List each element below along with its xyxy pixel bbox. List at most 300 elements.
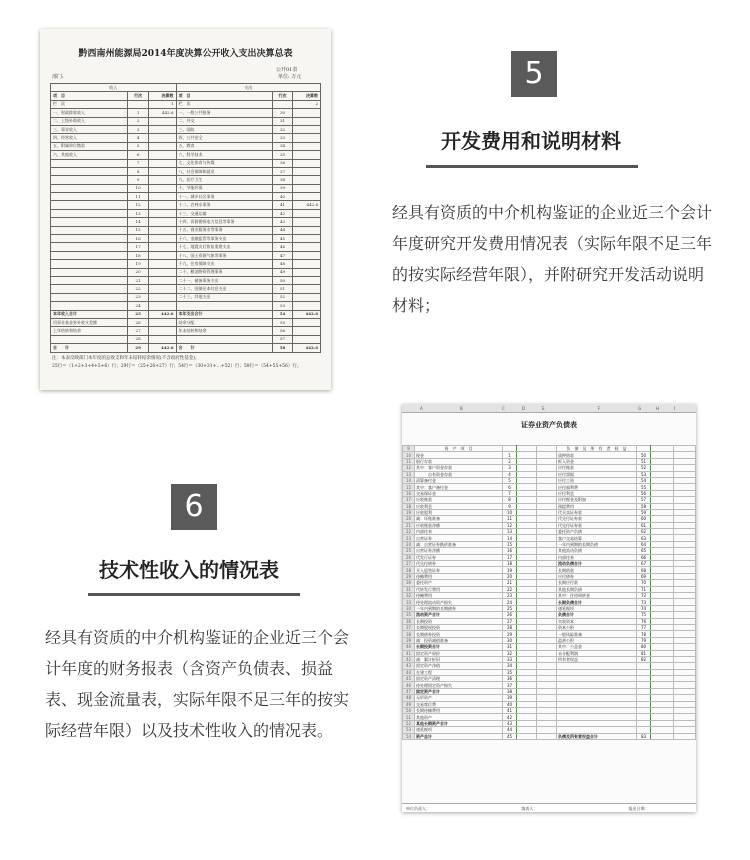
table-cell: 71 [637, 586, 651, 592]
table-cell: 26 [503, 612, 517, 618]
doc2-table [402, 445, 696, 740]
table-cell: 25 [503, 605, 517, 611]
section-6-divider [88, 593, 300, 596]
table-cell: 14 [128, 218, 149, 226]
table-cell: 35 [503, 669, 517, 675]
table-cell: 13 [503, 529, 517, 535]
table-cell: 十九、住房保障支出 [176, 260, 272, 268]
table-cell: 2 [503, 458, 517, 464]
table-cell: 24 [503, 599, 517, 605]
table-cell: 应付利息 [557, 490, 637, 496]
table-cell: 其他长期负债 [557, 586, 637, 592]
table-cell: 十四、资源勘探电力信息等事务 [176, 218, 272, 226]
table-cell: 负债及所有者权益合计 [557, 733, 637, 739]
table-cell: 十五、商业服务业等事务 [176, 226, 272, 234]
table-cell: 24 [128, 302, 149, 310]
row-number: 9 [403, 446, 415, 452]
row-number: 27 [403, 561, 415, 567]
table-cell: 68 [637, 567, 651, 573]
table-cell [293, 285, 321, 293]
row-number: 31 [403, 586, 415, 592]
table-cell: 42 [503, 714, 517, 720]
table-cell [293, 276, 321, 284]
table-cell: 39 [272, 184, 293, 192]
table-cell: 固定资产合计 [415, 688, 503, 694]
table-cell: 51 [637, 458, 651, 464]
table-cell: 48 [272, 260, 293, 268]
table-cell [51, 243, 128, 251]
table-cell: 交易席位费 [415, 701, 503, 707]
table-cell: 合 计 [176, 344, 272, 352]
table-cell [293, 125, 321, 133]
table-cell: 合 计 [51, 344, 128, 352]
table-cell [51, 193, 128, 201]
table-cell [51, 184, 128, 192]
table-cell [51, 218, 128, 226]
table-cell: 40 [503, 701, 517, 707]
table-cell [293, 159, 321, 167]
table-cell: 58 [637, 503, 651, 509]
table-cell: 结余分配 [176, 318, 272, 326]
table-cell [148, 276, 176, 284]
table-cell: 81 [637, 650, 651, 656]
table-cell: 项 目 [176, 92, 272, 100]
table-cell: 预提费用 [557, 503, 637, 509]
column-letter: I [674, 406, 676, 411]
table-cell [673, 733, 696, 739]
table-cell: 55 [637, 484, 651, 490]
table-cell: 九、医疗卫生 [176, 176, 272, 184]
table-cell: 固定资产净值 [415, 663, 503, 669]
table-cell: 75 [637, 612, 651, 618]
table-cell: 45 [272, 235, 293, 243]
table-cell: 4 [128, 134, 149, 142]
table-cell: 31 [272, 117, 293, 125]
section-6-title: 技术性收入的情况表 [99, 558, 279, 582]
table-cell: 33 [272, 134, 293, 142]
table-cell: 30 [272, 109, 293, 117]
table-cell: 清算备付金 [415, 477, 503, 483]
table-cell: 二、上级补助收入 [51, 117, 128, 125]
table-cell: 30 [503, 637, 517, 643]
table-cell: 50 [272, 276, 293, 284]
table-cell: 应收股利 [415, 509, 503, 515]
table-cell: 1 [503, 452, 517, 458]
row-number: 28 [403, 567, 415, 573]
row-number: 19 [403, 509, 415, 515]
table-cell: 72 [637, 592, 651, 598]
table-cell: 27 [128, 327, 149, 335]
table-cell: 13 [128, 209, 149, 217]
table-cell: 41 [503, 708, 517, 714]
table-cell: 43 [272, 218, 293, 226]
table-cell: 流动资产合计 [415, 612, 503, 618]
table-row [51, 335, 321, 343]
table-cell [148, 209, 176, 217]
row-number: 35 [403, 612, 415, 618]
table-cell: 62 [637, 529, 651, 535]
table-cell [51, 260, 128, 268]
doc1-table [50, 83, 321, 353]
table-row [51, 100, 321, 108]
section-5-number-badge: 5 [511, 51, 557, 97]
table-cell: 29 [503, 631, 517, 637]
row-number: 20 [403, 516, 415, 522]
table-cell: 决算数 [148, 92, 176, 100]
column-letter: B [460, 406, 463, 411]
table-cell [148, 318, 176, 326]
table-cell: 内部往来 [415, 529, 503, 535]
table-cell [51, 235, 128, 243]
doc1-unit-label: 单位: 万元 [278, 74, 302, 80]
table-cell: 38 [272, 176, 293, 184]
table-cell: 长期待摊费用 [415, 708, 503, 714]
table-cell: 38 [503, 688, 517, 694]
table-cell: 一年内到期的长期债券 [415, 605, 503, 611]
table-cell: 20 [503, 573, 517, 579]
table-cell: 交易保证金 [415, 490, 503, 496]
table-cell: 17 [128, 243, 149, 251]
table-cell: 一般风险准备 [557, 631, 637, 637]
table-cell: 无形资产 [415, 695, 503, 701]
table-row [51, 176, 321, 184]
table-cell: 22 [503, 586, 517, 592]
row-number: 21 [403, 522, 415, 528]
table-cell: 八、社会保障和就业 [176, 167, 272, 175]
table-cell: 51 [272, 285, 293, 293]
table-cell: 34 [272, 142, 293, 150]
table-cell: 47 [272, 251, 293, 259]
table-cell: 一年内到期的长期负债 [557, 541, 637, 547]
table-cell: 项 目 [51, 92, 128, 100]
table-cell: 19 [128, 260, 149, 268]
table-cell: 自营证券 [415, 535, 503, 541]
table-cell: 56 [637, 490, 651, 496]
table-cell: 十七、地震灾后恢复重建支出 [176, 243, 272, 251]
table-cell: 一、财政拨款收入 [51, 109, 128, 117]
table-cell: 3 [503, 465, 517, 471]
table-cell: 442.6 [148, 109, 176, 117]
table-cell [148, 184, 176, 192]
table-cell [293, 268, 321, 276]
table-cell [293, 167, 321, 175]
table-cell: 四、经营收入 [51, 134, 128, 142]
table-cell [293, 327, 321, 335]
table-cell: 57 [637, 497, 651, 503]
table-cell: 22 [128, 285, 149, 293]
table-cell: 41 [272, 201, 293, 209]
doc2-footer-left: 单位负责人： [406, 806, 430, 811]
doc1-header-expense: 支出 [176, 84, 321, 92]
table-cell: 应收账款净额 [415, 522, 503, 528]
table-cell: 应付债券 [557, 573, 637, 579]
table-row [51, 193, 321, 201]
table-cell: 栏 次 [176, 100, 272, 108]
row-number: 52 [403, 720, 415, 726]
table-cell: 28 [128, 335, 149, 343]
table-cell: 7 [503, 490, 517, 496]
table-cell: 16 [128, 235, 149, 243]
row-number: 25 [403, 548, 415, 554]
table-cell [148, 117, 176, 125]
table-row [51, 184, 321, 192]
table-cell [148, 176, 176, 184]
table-cell [293, 151, 321, 159]
table-cell: 自有资金存款 [415, 471, 503, 477]
table-cell: 十三、交通运输 [176, 209, 272, 217]
table-cell [148, 260, 176, 268]
table-cell: 35 [272, 151, 293, 159]
table-cell: 质押借款 [557, 452, 637, 458]
table-cell [51, 293, 128, 301]
table-cell: 56 [272, 327, 293, 335]
table-cell: 10 [503, 509, 517, 515]
table-cell: 五、教育 [176, 142, 272, 150]
table-cell: 40 [272, 193, 293, 201]
table-cell: 五、附属单位缴款 [51, 142, 128, 150]
table-cell: 37 [272, 167, 293, 175]
table-cell: 六、科学技术 [176, 151, 272, 159]
row-number: 32 [403, 592, 415, 598]
table-cell: 19 [503, 567, 517, 573]
table-cell [293, 134, 321, 142]
table-cell [148, 193, 176, 201]
table-cell: 69 [637, 573, 651, 579]
table-cell [272, 100, 293, 108]
table-cell: 客户交易结算 [557, 535, 637, 541]
table-row [51, 260, 321, 268]
table-cell: 应付工资 [557, 477, 637, 483]
table-cell: 委托资产 [415, 580, 503, 586]
doc2-title: 证券业资产负债表 [521, 421, 577, 429]
row-number: 30 [403, 580, 415, 586]
column-letter: G [638, 406, 642, 411]
table-cell [51, 251, 128, 259]
table-cell [51, 226, 128, 234]
table-cell: 应收利息 [415, 503, 503, 509]
table-cell: 资本公积 [557, 624, 637, 630]
row-number: 45 [403, 676, 415, 682]
table-cell: 10 [128, 184, 149, 192]
table-cell: 实收资本 [557, 618, 637, 624]
table-cell: 1 [128, 109, 149, 117]
table-cell [148, 151, 176, 159]
doc1-note-2: 25行＝（1+2+3+4+5+6）行；29行＝（25+26+27）行；54行＝（30+31+…+52）行；58行＝（54+55+56）行。 [52, 364, 302, 369]
table-cell: 11 [128, 193, 149, 201]
table-cell [293, 142, 321, 150]
table-cell: 31 [503, 644, 517, 650]
row-number: 12 [403, 465, 415, 471]
table-cell: 长期应付款 [557, 580, 637, 586]
table-cell: 2 [128, 117, 149, 125]
doc2-footer-mid: 填表人： [521, 806, 538, 811]
table-cell [293, 335, 321, 343]
table-row [51, 251, 321, 259]
row-number: 41 [403, 650, 415, 656]
table-cell: 1 [148, 100, 176, 108]
table-cell [148, 235, 176, 243]
table-cell: 本年支出合计 [176, 310, 272, 318]
table-cell: 9 [128, 176, 149, 184]
table-cell: 21 [503, 580, 517, 586]
table-cell: 长期债券投资 [415, 631, 503, 637]
table-cell: 代兑付证券款 [557, 522, 637, 528]
table-cell [517, 733, 537, 739]
table-cell [293, 251, 321, 259]
table-cell: 28 [503, 624, 517, 630]
table-cell: 12 [503, 522, 517, 528]
table-cell [293, 293, 321, 301]
table-cell: 60 [637, 516, 651, 522]
table-cell: 应付账款 [557, 465, 637, 471]
table-cell [293, 302, 321, 310]
table-cell: 年末结转和结余 [176, 327, 272, 335]
table-cell: 长期投资合计 [415, 644, 503, 650]
row-number: 13 [403, 471, 415, 477]
row-number: 14 [403, 477, 415, 483]
row-number: 50 [403, 708, 415, 714]
table-cell: 83 [637, 733, 651, 739]
table-cell: 代转发行费用 [415, 586, 503, 592]
table-cell: 37 [503, 682, 517, 688]
table-cell: 44 [272, 226, 293, 234]
table-cell: 四、公共安全 [176, 134, 272, 142]
table-cell: 流动负债合计 [557, 561, 637, 567]
column-letter: F [598, 406, 601, 411]
table-cell: 39 [503, 695, 517, 701]
row-number: 46 [403, 682, 415, 688]
table-cell: 十八、国土资源气象等事务 [176, 251, 272, 259]
table-cell: 57 [272, 335, 293, 343]
doc2-footer [402, 803, 696, 812]
table-cell: 应收账款 [415, 497, 503, 503]
table-cell: 固定资产原价 [415, 650, 503, 656]
table-cell [148, 226, 176, 234]
table-cell: 44 [503, 727, 517, 733]
table-cell: 七、文化体育与传媒 [176, 159, 272, 167]
row-number: 48 [403, 695, 415, 701]
table-cell: 二十二、国债还本付息支出 [176, 285, 272, 293]
table-cell: 59 [637, 509, 651, 515]
table-cell: 54 [272, 310, 293, 318]
table-cell: 26 [128, 318, 149, 326]
table-cell: 18 [503, 561, 517, 567]
table-cell: 11 [503, 516, 517, 522]
table-cell: 9 [503, 503, 517, 509]
table-row [51, 226, 321, 234]
table-cell: 53 [272, 302, 293, 310]
table-cell: 6 [503, 484, 517, 490]
doc2-header-right: 负 债 及 所 有 者 权 益 [557, 446, 637, 452]
table-cell: 76 [637, 618, 651, 624]
table-row [51, 125, 321, 133]
table-cell: 77 [637, 624, 651, 630]
row-number: 51 [403, 714, 415, 720]
table-cell: 三、事业收入 [51, 125, 128, 133]
row-number: 33 [403, 599, 415, 605]
table-cell [148, 125, 176, 133]
table-cell [148, 201, 176, 209]
spreadsheet-balance-sheet [402, 404, 696, 812]
table-row [51, 159, 321, 167]
table-cell: 递延税项 [557, 605, 637, 611]
table-cell: 52 [637, 465, 651, 471]
table-cell: 应付票据 [557, 471, 637, 477]
table-cell [128, 100, 149, 108]
table-cell [293, 260, 321, 268]
table-cell: 待摊费用 [415, 592, 503, 598]
table-cell: 二十、粮油物资管理事务 [176, 268, 272, 276]
table-cell: 十一、城乡社区事务 [176, 193, 272, 201]
table-cell [51, 167, 128, 175]
section-6-paragraph: 经具有资质的中介机构鉴证的企业近三个会计年度的财务报表（含资产负债表、损益表、现金流量表，实际年限不足三年的按实际经营年限）以及技术性收入的情况表。 [45, 628, 350, 740]
table-row [51, 151, 321, 159]
table-cell: 行次 [128, 92, 149, 100]
table-cell [293, 117, 321, 125]
table-cell: 拆入资金 [557, 458, 637, 464]
table-cell: 14 [503, 535, 517, 541]
table-cell: 长期投资 [415, 618, 503, 624]
table-cell: 负债合计 [557, 612, 637, 618]
table-cell: 内部往来 [557, 554, 637, 560]
table-cell: 442.6 [293, 344, 321, 352]
table-cell: 其他流动负债 [557, 548, 637, 554]
table-cell: 代兑付债券 [415, 561, 503, 567]
scanned-final-accounts-table [40, 29, 331, 390]
column-letter: E [542, 406, 545, 411]
table-cell: 固定资产清理 [415, 676, 503, 682]
table-cell: 16 [503, 548, 517, 554]
table-cell [51, 176, 128, 184]
table-cell [293, 243, 321, 251]
section-5-title: 开发费用和说明材料 [441, 129, 621, 153]
table-cell: 70 [637, 580, 651, 586]
row-number: 54 [403, 733, 415, 739]
table-cell [148, 268, 176, 276]
table-cell [51, 335, 128, 343]
table-cell: 442.6 [148, 310, 176, 318]
table-row [403, 733, 696, 739]
doc2-footer-right: 报出日期： [628, 806, 649, 811]
table-cell: 待处理流动资产损失 [415, 599, 503, 605]
table-cell [51, 201, 128, 209]
table-cell: 十、节能环保 [176, 184, 272, 192]
table-cell: 442.6 [293, 201, 321, 209]
table-cell: 53 [637, 471, 651, 477]
table-cell: 63 [637, 535, 651, 541]
table-cell: 17 [503, 554, 517, 560]
row-number: 44 [403, 669, 415, 675]
table-cell: 递延税项 [415, 727, 503, 733]
table-row [51, 310, 321, 318]
doc1-header-income: 收入 [51, 84, 177, 92]
table-cell: 其中：住房周转金 [557, 592, 637, 598]
table-cell: 减：坏账准备 [415, 516, 503, 522]
table-cell: 栏 次 [51, 100, 128, 108]
table-cell: 20 [128, 268, 149, 276]
table-cell: 442.6 [293, 310, 321, 318]
table-cell: 27 [503, 618, 517, 624]
table-row [51, 167, 321, 175]
table-cell: 长期负债合计 [557, 599, 637, 605]
table-cell: 二、外交 [176, 117, 272, 125]
table-cell [293, 184, 321, 192]
table-cell: 盈余公积 [557, 637, 637, 643]
table-row [51, 218, 321, 226]
table-cell: 应付福利费 [557, 484, 637, 490]
column-letter: H [656, 406, 660, 411]
table-cell: 2 [293, 100, 321, 108]
